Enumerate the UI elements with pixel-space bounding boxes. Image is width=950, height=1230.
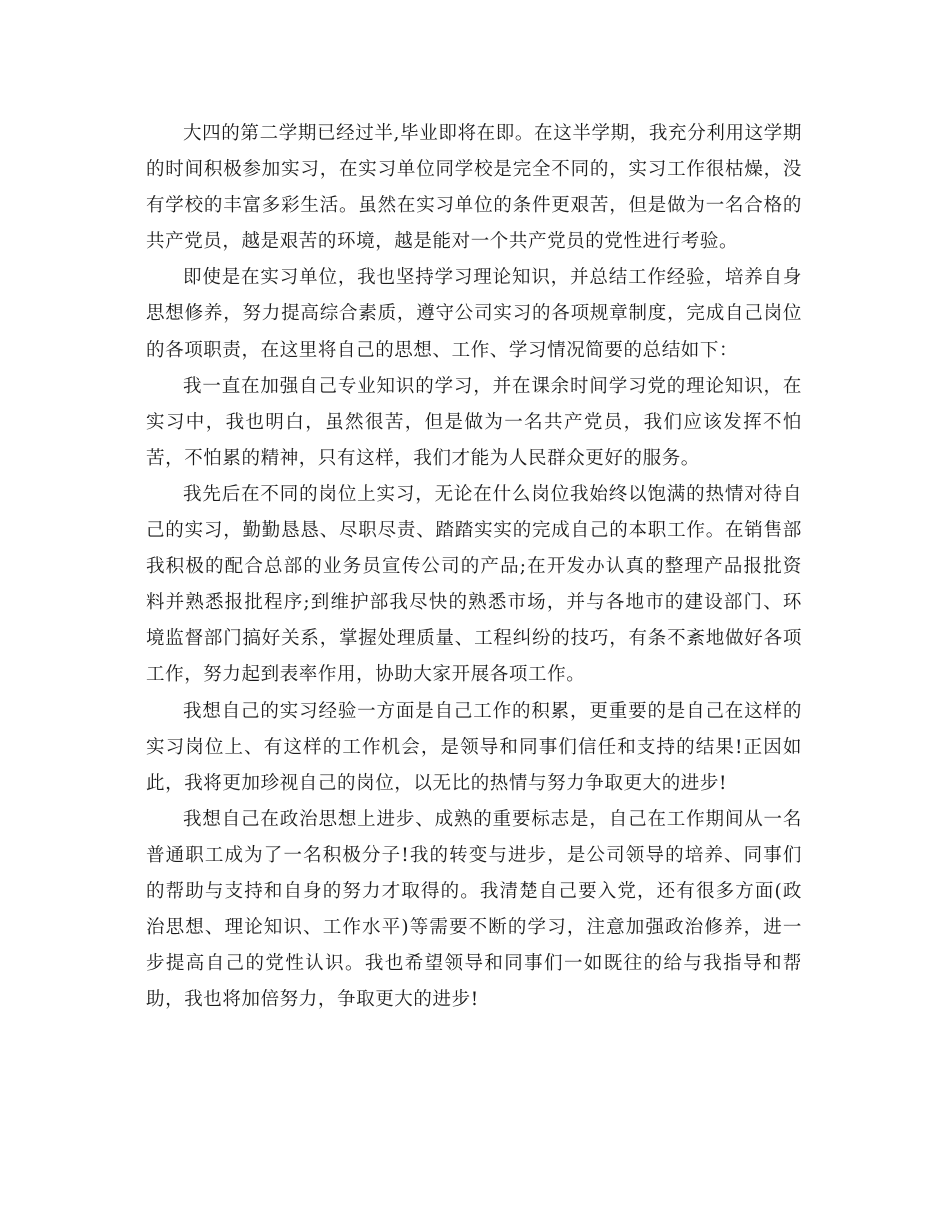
paragraph-1: 大四的第二学期已经过半,毕业即将在即。在这半学期，我充分利用这学期的时间积极参加实习，在实习单位同学校是完全不同的，实习工作很枯燥，没有学校的丰富多彩生活。虽然在实习单位的条件更艰苦，但是做为一名合格的共产党员，越是艰苦的环境，越是能对一个共产党员的党性进行考验。 [146,123,802,253]
paragraph-2: 即使是在实习单位，我也坚持学习理论知识，并总结工作经验，培养自身思想修养，努力提高综合素质，遵守公司实习的各项规章制度，完成自己岗位的各项职责，在这里将自己的思想、工作、学习情况简要的总结如下： [146,267,802,361]
paragraph-4: 我先后在不同的岗位上实习，无论在什么岗位我始终以饱满的热情对待自己的实习，勤勤恳恳、尽职尽责、踏踏实实的完成自己的本职工作。在销售部我积极的配合总部的业务员宣传公司的产品;在开发办认真的整理产品报批资料并熟悉报批程序;到维护部我尽快的熟悉市场，并与各地市的建设部门、环境监督部门搞好关系，掌握处理质量、工程纠纷的技巧，有条不紊地做好各项工作，努力起到表率作用，协助大家开展各项工作。 [146,483,802,686]
paragraph-3: 我一直在加强自己专业知识的学习，并在课余时间学习党的理论知识，在实习中，我也明白，虽然很苦，但是做为一名共产党员，我们应该发挥不怕苦，不怕累的精神，只有这样，我们才能为人民群众更好的服务。 [146,375,802,469]
paragraph-5: 我想自己的实习经验一方面是自己工作的积累，更重要的是自己在这样的实习岗位上、有这样的工作机会，是领导和同事们信任和支持的结果!正因如此，我将更加珍视自己的岗位，以无比的热情与努力争取更大的进步! [146,700,802,794]
document-body [146,116,802,1018]
paragraph-6: 我想自己在政治思想上进步、成熟的重要标志是，自己在工作期间从一名普通职工成为了一名积极分子!我的转变与进步，是公司领导的培养、同事们的帮助与支持和自身的努力才取得的。我清楚自己要入党，还有很多方面(政治思想、理论知识、工作水平)等需要不断的学习，注意加强政治修养，进一步提高自己的党性认识。我也希望领导和同事们一如既往的给与我指导和帮助，我也将加倍努力，争取更大的进步! [146,808,802,1011]
